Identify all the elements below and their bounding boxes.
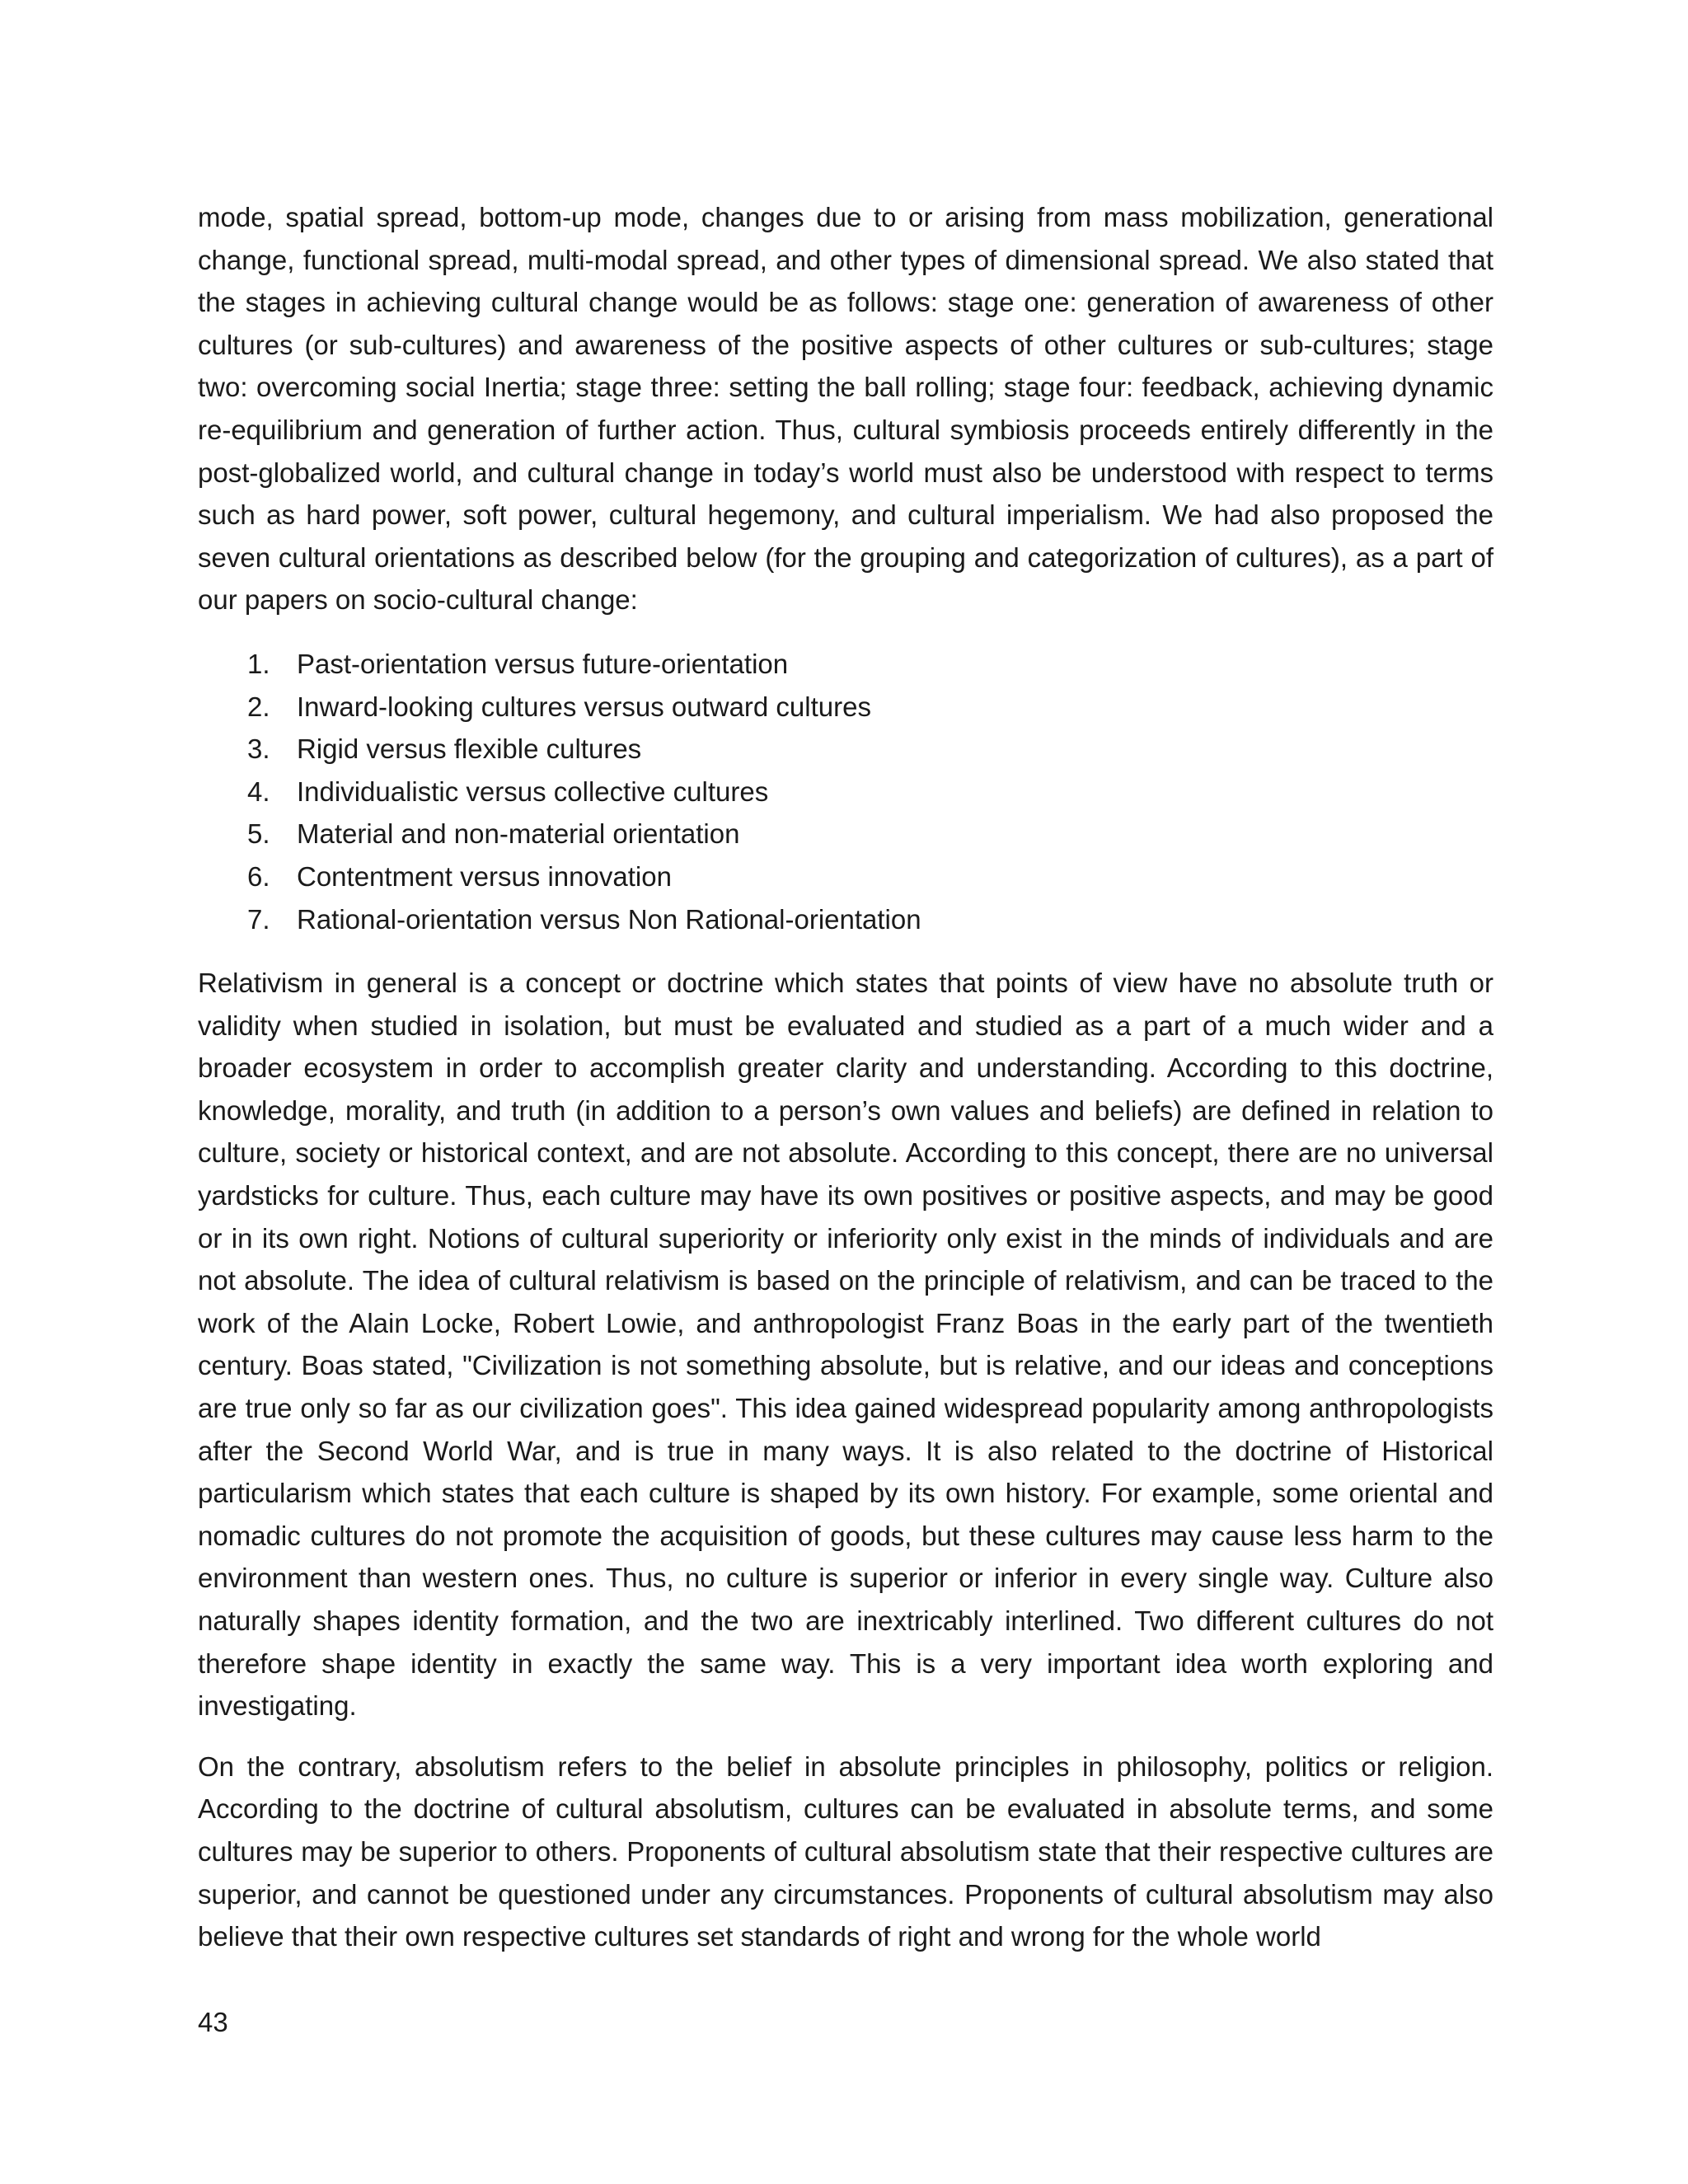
list-item-number: 5. — [247, 818, 270, 850]
list-item — [198, 643, 1493, 686]
paragraph-relativism: Relativism in general is a concept or doctrine which states that points of view have no absolute truth or validity when studied in isolation, but must be evaluated and studied as a part of a much wider and a broader ecosystem in order to accomplish greater clarity and understanding. According to this doctrine, knowledge, morality, and truth (in addition to a person’s own values and beliefs) are defined in relation to culture, society or historical context, and are not absolute. According to this concept, there are no universal yardsticks for culture. Thus, each culture may have its own positives or positive aspects, and may be good or in its own right. Notions of cultural superiority or inferiority only exist in the minds of individuals and are not absolute. The idea of cultural relativism is based on the principle of relativism, and can be traced to the work of the Alain Locke, Robert Lowie, and anthropologist Franz Boas in the early part of the twentieth century. Boas stated, "Civilization is not something absolute, but is relative, and our ideas and conceptions are true only so far as our civilization goes". This idea gained widespread popularity among anthropologists after the Second World War, and is true in many ways. It is also related to the doctrine of Historical particularism which states that each culture is shaped by its own history. For example, some oriental and nomadic cultures do not promote the acquisition of goods, but these cultures may cause less harm to the environment than western ones. Thus, no culture is superior or inferior in every single way. Culture also naturally shapes identity formation, and the two are inextricably interlined. Two different cultures do not therefore shape identity in exactly the same way. This is a very important idea worth exploring and investigating. — [198, 968, 1493, 1722]
list-item-number: 7. — [247, 903, 270, 935]
list-item-number: 1. — [247, 648, 270, 679]
document-page — [198, 196, 1493, 1958]
page-number: 43 — [198, 2007, 228, 2037]
list-item-number: 3. — [247, 733, 270, 765]
list-item — [198, 728, 1493, 771]
list-item-text: Past-orientation versus future-orientation — [297, 648, 789, 679]
list-item-text: Rigid versus flexible cultures — [297, 733, 642, 765]
list-item-number: 4. — [247, 776, 270, 807]
paragraph-change-modes: mode, spatial spread, bottom-up mode, changes due to or arising from mass mobilization, generational change, functional spread, multi-modal spread, and other types of dimensional spread. We also stated that the stages in achieving cultural change would be as follows: stage one: generation of awareness of other cultures (or sub-cultures) and awareness of the positive aspects of other cultures or sub-cultures; stage two: overcoming social Inertia; stage three: setting the ball rolling; stage four: feedback, achieving dynamic re-equilibrium and generation of further action. Thus, cultural symbiosis proceeds entirely differently in the post-globalized world, and cultural change in today’s world must also be understood with respect to terms such as hard power, soft power, cultural hegemony, and cultural imperialism. We had also proposed the seven cultural orientations as described below (for the grouping and categorization of cultures), as a part of our papers on socio-cultural change: — [198, 202, 1493, 616]
cultural-orientations-list — [198, 643, 1493, 940]
list-item — [198, 855, 1493, 898]
list-item — [198, 686, 1493, 729]
list-item-text: Rational-orientation versus Non Rational-orientation — [297, 903, 921, 935]
list-item — [198, 771, 1493, 813]
paragraph-absolutism: On the contrary, absolutism refers to the belief in absolute principles in philosophy, politics or religion. According to the doctrine of cultural absolutism, cultures can be evaluated in absolute terms, and some cultures may be superior to others. Proponents of cultural absolutism state that their respective cultures are superior, and cannot be questioned under any circumstances. Proponents of cultural absolutism may also believe that their own respective cultures set standards of right and wrong for the whole world — [198, 1750, 1493, 1952]
list-item-text: Material and non-material orientation — [297, 818, 740, 850]
list-item — [198, 813, 1493, 855]
list-item-text: Contentment versus innovation — [297, 860, 672, 892]
list-item-text: Inward-looking cultures versus outward cultures — [297, 691, 871, 722]
list-item-text: Individualistic versus collective cultures — [297, 776, 769, 807]
list-item-number: 2. — [247, 691, 270, 722]
list-item — [198, 898, 1493, 941]
list-item-number: 6. — [247, 860, 270, 892]
